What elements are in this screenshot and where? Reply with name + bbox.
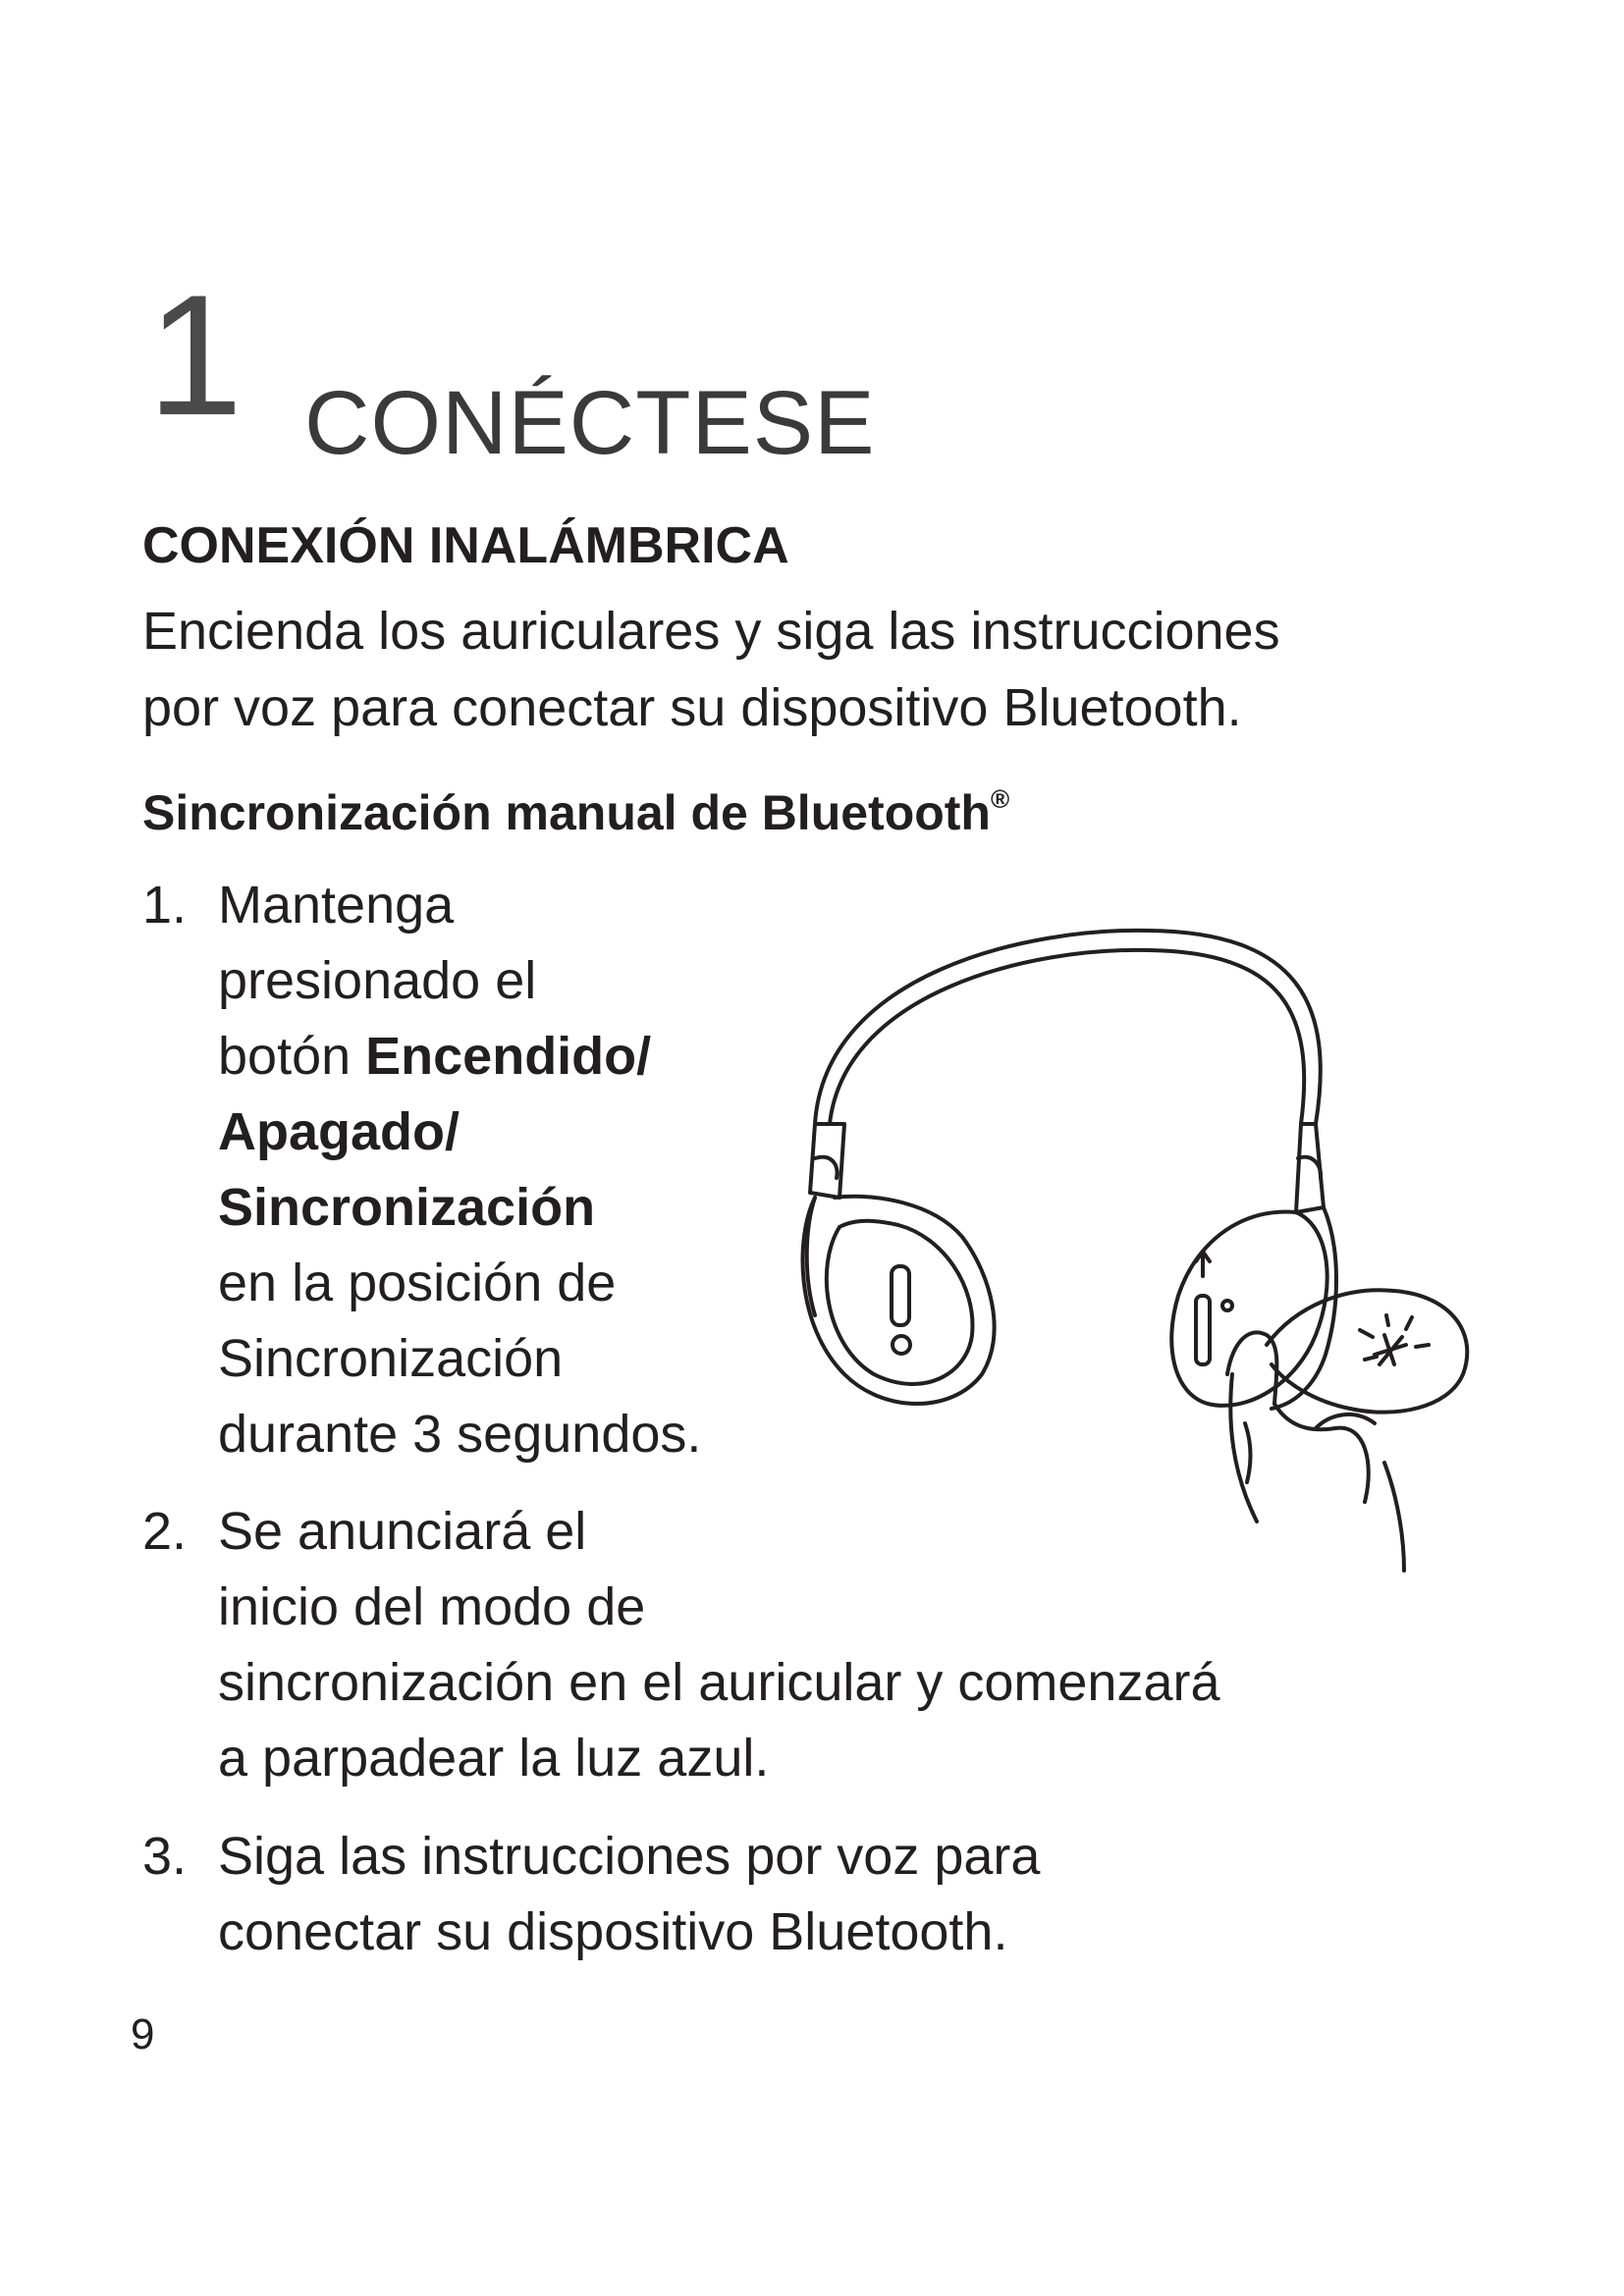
chapter-title: CONÉCTESE	[304, 373, 876, 473]
step-text-bold: Encendido/	[365, 1027, 652, 1086]
step-1-text	[218, 868, 701, 1472]
step-line: conectar su dispositivo Bluetooth.	[218, 1902, 1008, 1961]
step-line: a parpadear la luz azul.	[218, 1729, 770, 1788]
step-line: Mantenga	[218, 876, 455, 934]
step-line: Siga las instrucciones por voz para	[218, 1827, 1041, 1886]
step-line: Se anunciará el	[218, 1502, 587, 1561]
section-heading: CONEXIÓN INALÁMBRICA	[142, 517, 789, 574]
step-3-text	[218, 1819, 1040, 1970]
step-line: presionado el	[218, 951, 537, 1010]
intro-paragraph	[142, 593, 1458, 746]
step-1-number: 1.	[142, 876, 188, 934]
step-text-bold: Sincronización	[218, 1178, 596, 1237]
step-line: en la posición de	[218, 1254, 617, 1312]
subsection-heading	[142, 785, 1009, 840]
step-text-regular: botón	[218, 1027, 366, 1086]
registered-mark: ®	[990, 784, 1010, 814]
step-2-number: 2.	[142, 1502, 188, 1561]
step-3-number: 3.	[142, 1827, 188, 1886]
step-text-bold: Apagado/	[218, 1102, 460, 1161]
step-line	[218, 1019, 701, 1095]
step-line: durante 3 segundos.	[218, 1405, 702, 1464]
step-line: inicio del modo de	[218, 1577, 646, 1636]
step-line	[218, 1170, 701, 1246]
step-line: sincronización en el auricular y comenzará	[218, 1653, 1220, 1712]
chapter-number: 1	[147, 260, 244, 452]
step-line: Sincronización	[218, 1329, 564, 1388]
step-line	[218, 1095, 701, 1170]
page-number: 9	[131, 2010, 155, 2058]
subsection-heading-text: Sincronización manual de Bluetooth	[142, 785, 991, 840]
intro-line: Encienda los auriculares y siga las instrucciones	[142, 602, 1280, 661]
headphones-pairing-icon	[785, 913, 1512, 1600]
intro-line: por voz para conectar su dispositivo Bluetooth.	[142, 678, 1242, 737]
